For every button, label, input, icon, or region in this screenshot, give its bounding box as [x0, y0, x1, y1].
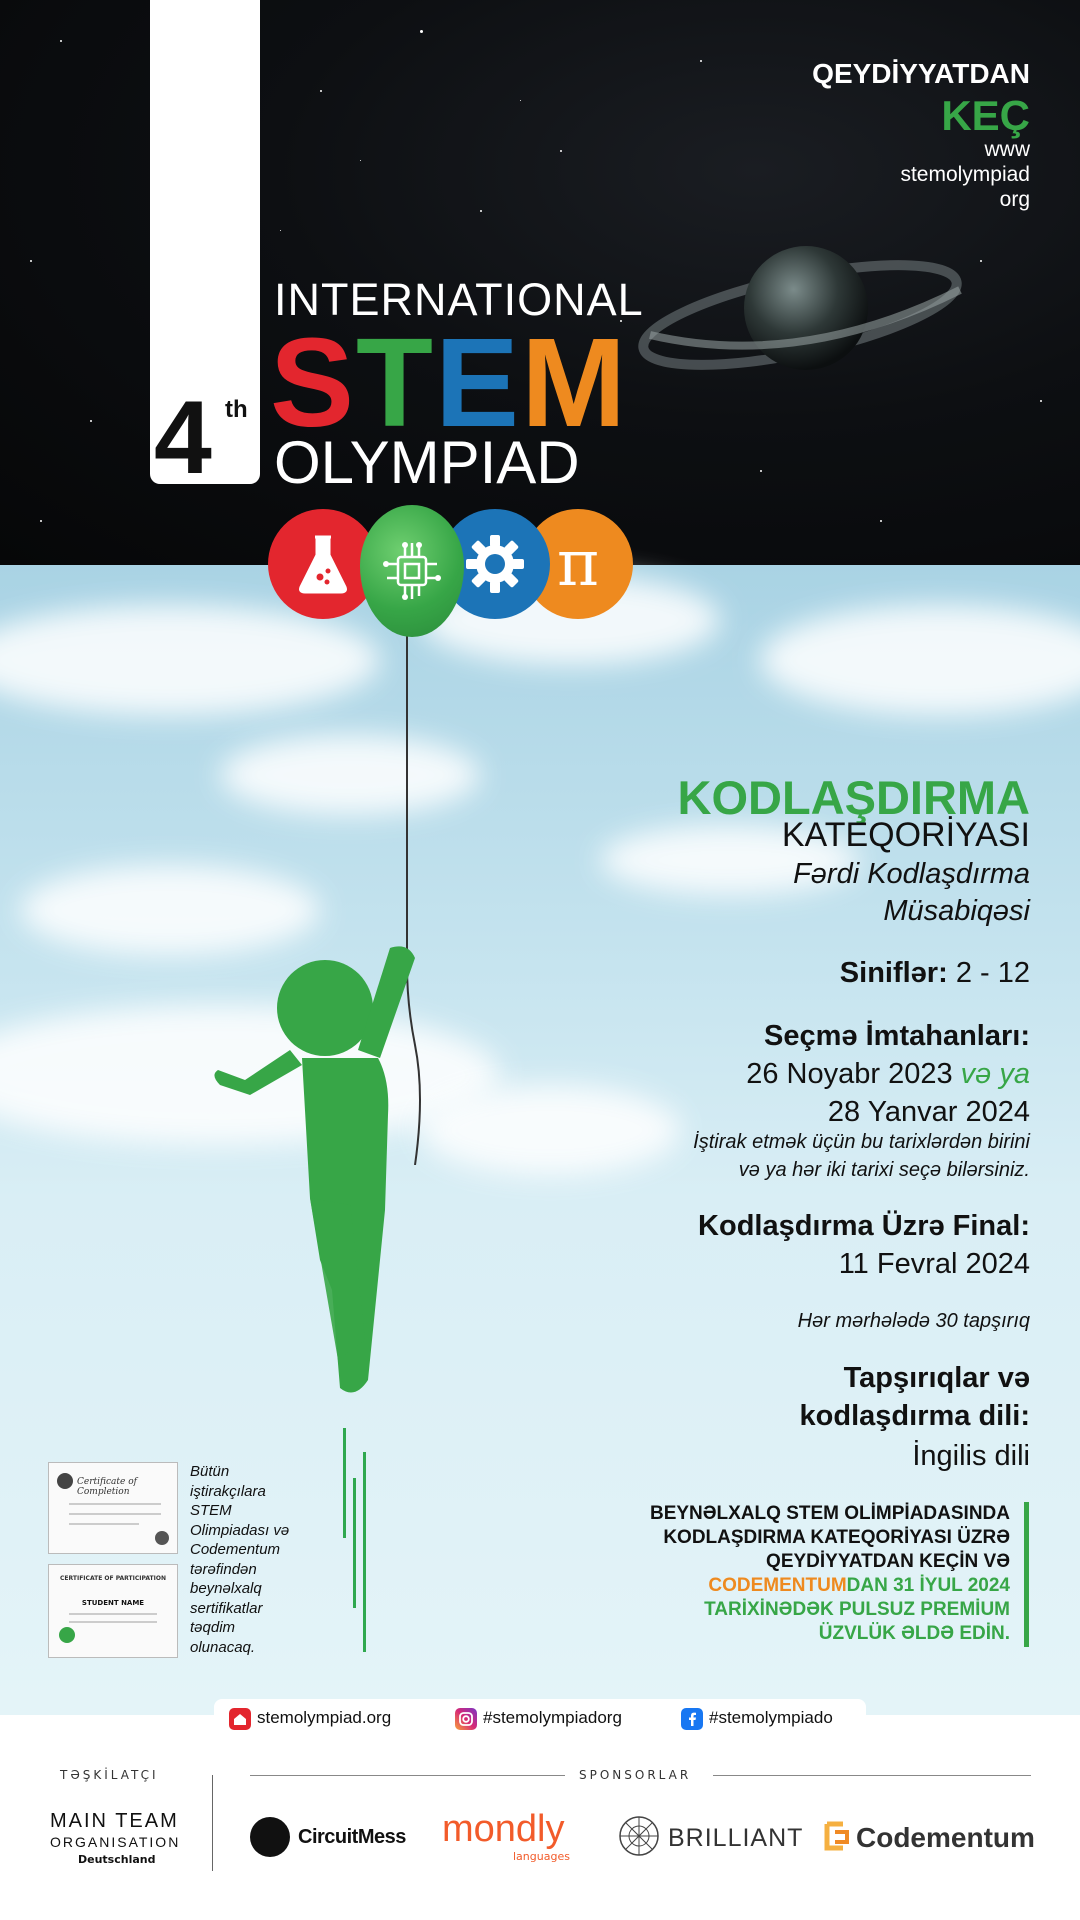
cert1-seal-icon	[57, 1473, 73, 1489]
language-label1: Tapşırıqlar və	[843, 1362, 1030, 1394]
decor-line	[353, 1478, 356, 1608]
organizer-name-line1: MAIN TEAM	[50, 1810, 179, 1832]
selection-label: Seçmə İmtahanları:	[764, 1020, 1030, 1052]
cert2-badge-icon	[59, 1627, 75, 1643]
category-subtitle: KATEQORİYASI	[781, 816, 1030, 854]
selection-date2: 28 Yanvar 2024	[827, 1096, 1030, 1128]
register-url-line3[interactable]: org	[999, 188, 1030, 211]
certificates-text: Bütün iştirakçılara STEM Olimpiadası və Codementum tərəfindən beynəlxalq sertifikatlar təqdim olunacaq.	[190, 1463, 290, 1656]
codementum-logo-icon	[823, 1820, 853, 1852]
flask-icon	[293, 533, 353, 595]
organizer-label: TƏŞKİLATÇI	[60, 1768, 159, 1782]
final-label: Kodlaşdırma Üzrə Final:	[698, 1210, 1030, 1242]
selection-note1: İştirak etmək üçün bu tarixlərdən birini	[693, 1131, 1030, 1153]
organizer-name-line2: ORGANISATION	[50, 1834, 181, 1850]
language-value: İngilis dili	[912, 1440, 1030, 1472]
grades-label: Siniflər:	[839, 957, 948, 989]
promo-date: DAN 31 İYUL 2024	[846, 1575, 1010, 1596]
social-website-link[interactable]: stemolympiad.org	[257, 1708, 392, 1727]
edition-suffix: th	[225, 396, 248, 423]
sponsors-rule-right	[713, 1775, 1031, 1776]
category-title: KODLAŞDIRMA	[677, 771, 1030, 824]
brilliant-logo-icon	[618, 1815, 660, 1857]
final-date: 11 Fevral 2024	[838, 1248, 1030, 1280]
sponsor-mondly-sub: languages	[513, 1850, 570, 1863]
grades-value: 2 - 12	[955, 957, 1030, 989]
facebook-icon	[681, 1708, 703, 1730]
category-desc-line2: Müsabiqəsi	[883, 895, 1030, 927]
promo-block	[650, 1502, 1010, 1646]
circuitmess-logo-icon	[250, 1817, 290, 1857]
selection-date1-line	[746, 1058, 1030, 1091]
circuit-chip-icon	[379, 538, 445, 604]
person-holding-balloon-illustration	[210, 940, 430, 1400]
sponsor-codementum[interactable]: Codementum	[856, 1822, 1035, 1853]
certificate-participation-thumbnail	[48, 1564, 178, 1658]
decor-line	[363, 1452, 366, 1652]
cert1-seal2-icon	[155, 1531, 169, 1545]
sponsor-brilliant[interactable]: BRILLIANT	[668, 1824, 804, 1852]
sponsors-rule-left	[250, 1775, 565, 1776]
certificate-completion-thumbnail	[48, 1462, 178, 1554]
sponsor-circuitmess[interactable]: CircuitMess	[298, 1826, 406, 1848]
cert2-name: STUDENT NAME	[81, 1599, 145, 1607]
register-url-line2[interactable]: stemolympiad	[900, 163, 1030, 186]
grades-info	[840, 957, 1030, 990]
selection-date1: 26 Noyabr 2023	[746, 1058, 953, 1090]
footer-divider	[212, 1775, 213, 1871]
promo-line3: QEYDİYYATDAN KEÇİN VƏ	[766, 1551, 1010, 1572]
cert2-title: CERTIFICATE OF PARTICIPATION	[60, 1575, 166, 1582]
stem-letter-t: T	[356, 312, 436, 453]
sponsor-mondly[interactable]: mondly	[442, 1808, 565, 1850]
home-icon	[229, 1708, 251, 1730]
stem-letter-e: E	[435, 312, 522, 453]
category-desc-line1: Fərdi Kodlaşdırma	[793, 858, 1030, 890]
promo-line1: BEYNƏLXALQ STEM OLİMPİADASINDA	[649, 1503, 1010, 1524]
language-label2: kodlaşdırma dili:	[799, 1400, 1030, 1432]
promo-line2: KODLAŞDIRMA KATEQORİYASI ÜZRƏ	[663, 1527, 1010, 1548]
pi-icon: π	[556, 527, 600, 601]
planet-illustration	[630, 210, 1010, 410]
register-url-line1[interactable]: www	[984, 138, 1030, 161]
gear-icon	[464, 533, 526, 595]
stem-letter-m: M	[521, 312, 629, 453]
stem-letter-s: S	[270, 312, 357, 453]
register-line2: KEÇ	[941, 92, 1030, 139]
title-olympiad: OLYMPIAD	[274, 429, 580, 496]
promo-line6: ÜZVLÜK ƏLDƏ EDİN.	[818, 1623, 1010, 1644]
decor-line	[343, 1428, 346, 1538]
promo-line4	[650, 1574, 1010, 1598]
title-international: INTERNATIONAL	[274, 274, 644, 325]
tasks-note: Hər mərhələdə 30 tapşırıq	[797, 1310, 1030, 1332]
promo-accent-bar	[1024, 1502, 1029, 1647]
selection-note2: və ya hər iki tarixi seçə bilərsiniz.	[738, 1159, 1030, 1181]
promo-codementum: CODEMENTUM	[708, 1575, 847, 1596]
organizer-name-line3: Deutschland	[78, 1853, 156, 1866]
social-facebook-link[interactable]: #stemolympiado	[709, 1708, 833, 1727]
sponsors-label: SPONSORLAR	[579, 1768, 692, 1782]
register-line1: QEYDİYYATDAN	[812, 58, 1030, 89]
promo-line5: TARİXİNƏDƏK PULSUZ PREMİUM	[704, 1599, 1010, 1620]
instagram-icon	[455, 1708, 477, 1730]
cert1-title: Certificate of Completion	[77, 1477, 137, 1497]
social-instagram-link[interactable]: #stemolympiadorg	[483, 1708, 622, 1727]
selection-or: və ya	[960, 1058, 1030, 1090]
edition-number: 4	[154, 380, 212, 496]
